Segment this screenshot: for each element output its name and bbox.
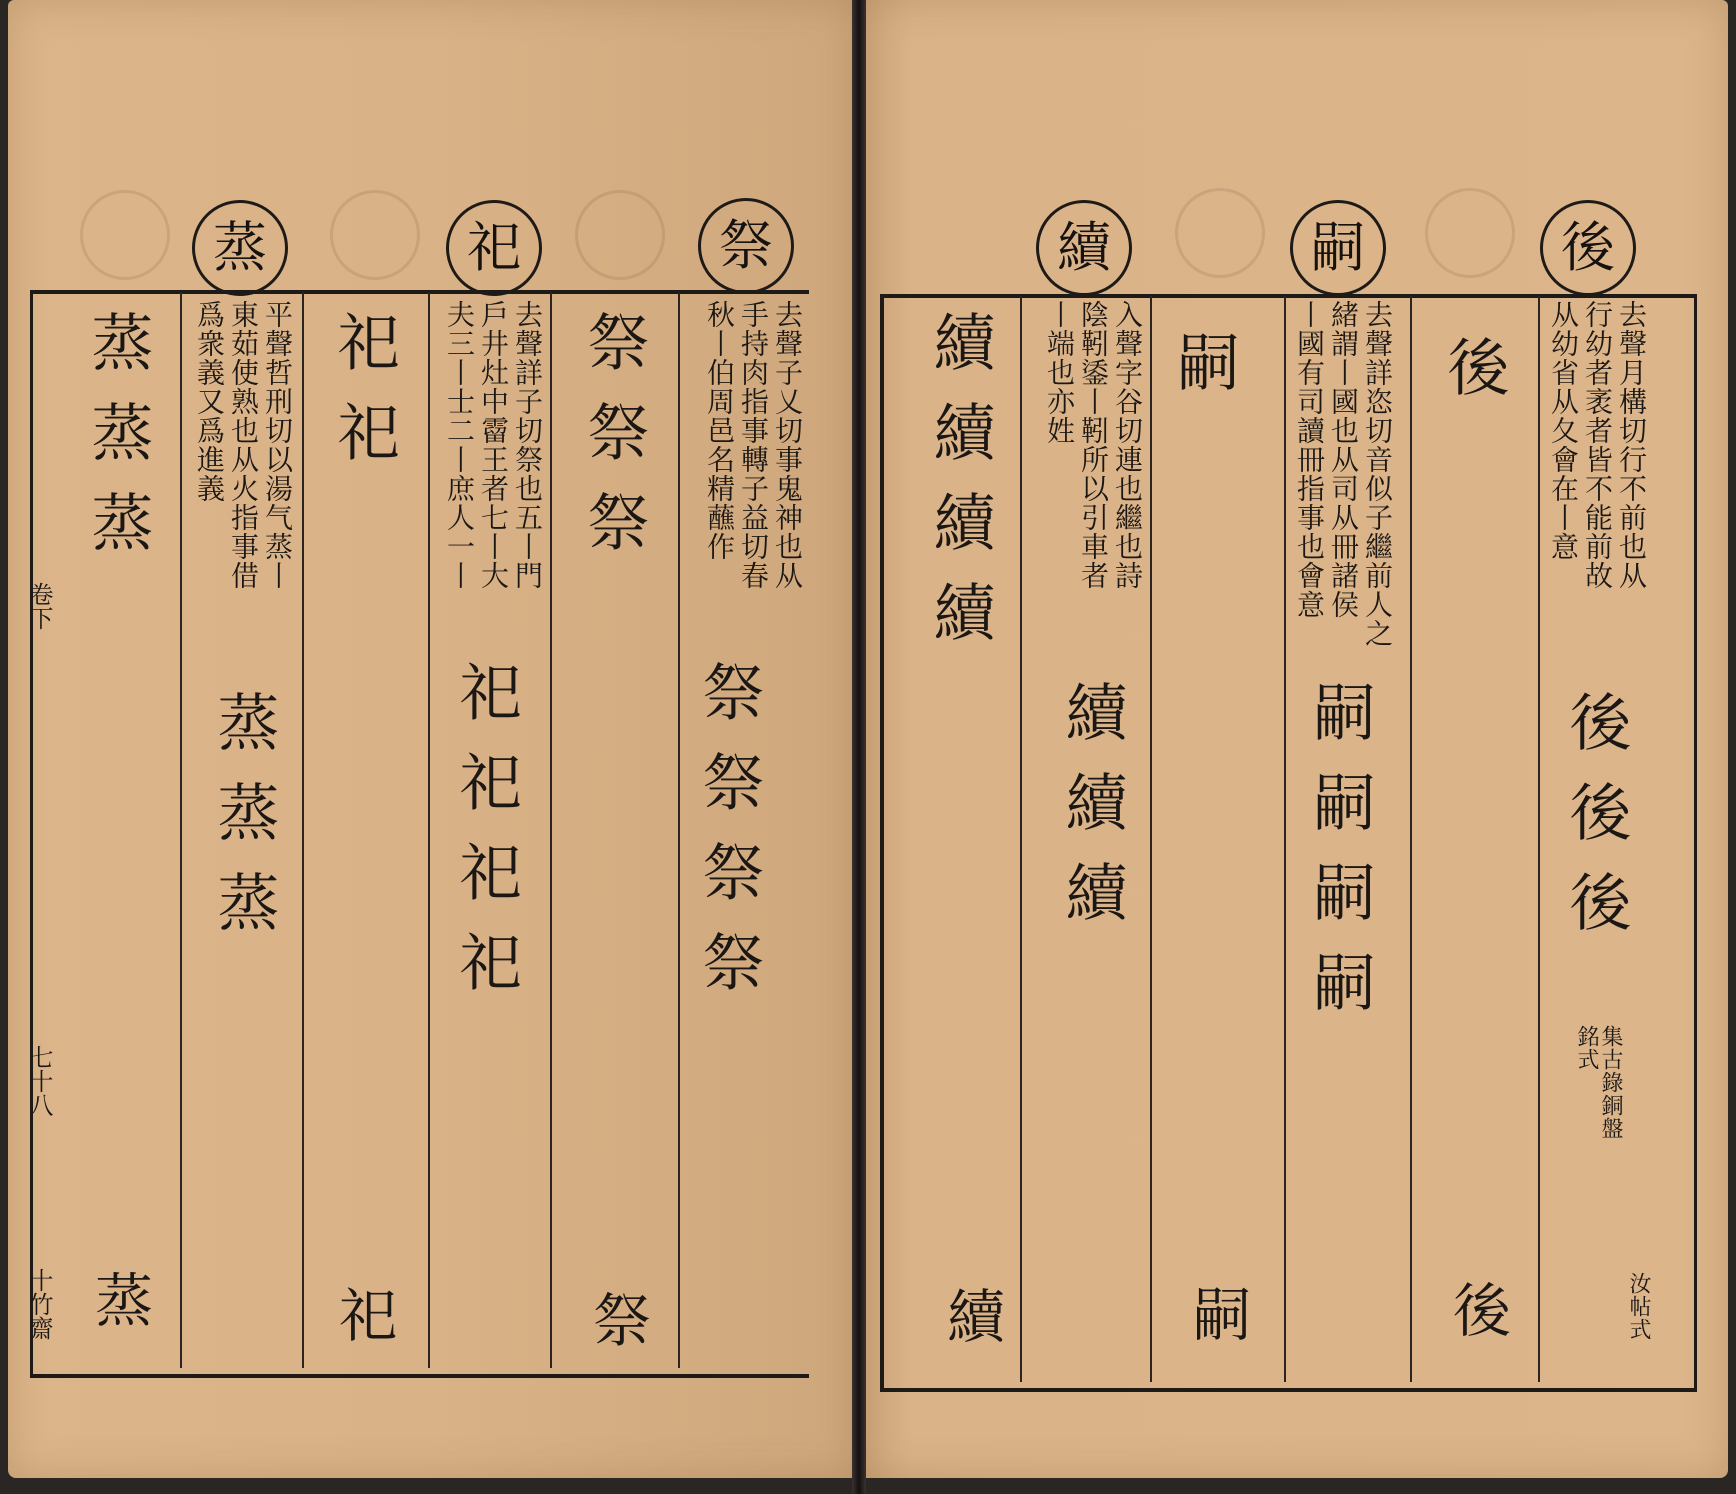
seal-script-column: 後後後 <box>1559 690 1632 960</box>
column-rule <box>1150 296 1152 1382</box>
bleed-through-circle <box>1175 188 1265 278</box>
column-rule <box>678 292 680 1368</box>
column-rule <box>1538 296 1540 1382</box>
annotation-column: 手持肉指事轉子益切春 <box>737 300 770 590</box>
annotation-column: 秋丨伯周邑名精蘸作 <box>703 300 736 561</box>
annotation-column: 丨國有司讀冊指事也會意 <box>1293 300 1326 619</box>
seal-script-column: 祀祀祀祀 <box>449 660 522 1020</box>
seal-script-column: 後 <box>1437 335 1510 425</box>
annotation-column: 爲衆義又爲進義 <box>193 300 226 503</box>
column-rule <box>302 292 304 1368</box>
bottom-seal-char: 蒸 <box>85 1270 153 1358</box>
seal-script-column: 祀祀 <box>327 310 400 490</box>
seal-script-column: 嗣嗣嗣嗣 <box>1303 680 1376 1040</box>
annotation-column: 平聲哲刑切以湯气蒸丨 <box>261 300 294 590</box>
bottom-seal-char: 祭 <box>583 1290 651 1378</box>
seal-script-column: 嗣 <box>1167 330 1240 420</box>
annotation-column: 去聲子乂切事鬼神也从 <box>771 300 804 590</box>
seal-script-column: 蒸蒸蒸 <box>81 310 154 580</box>
annotation-column: 丨端也亦姓 <box>1043 300 1076 445</box>
heading-circle-si: 祀 <box>446 200 542 296</box>
bleed-through-circle <box>575 190 665 280</box>
bleed-through-circle <box>1425 188 1515 278</box>
seal-script-column: 續續續續 <box>923 310 996 670</box>
annotation-column: 去聲詳子切祭也五丨門 <box>511 300 544 590</box>
column-rule <box>1284 296 1286 1382</box>
annotation-column: 夫三丨士二丨庶人一丨 <box>443 300 476 590</box>
heading-circle-zheng: 蒸 <box>192 200 288 296</box>
bottom-seal-char: 祀 <box>329 1285 397 1373</box>
bleed-through-circle <box>330 190 420 280</box>
margin-studio-name: 十竹齋 <box>25 1268 53 1340</box>
bottom-seal-char: 後 <box>1443 1280 1511 1368</box>
seal-script-column: 續續續 <box>1055 680 1128 950</box>
seal-script-column: 蒸蒸蒸 <box>207 690 280 960</box>
column-rule <box>550 292 552 1368</box>
heading-circle-xu: 續 <box>1036 200 1132 296</box>
column-rule <box>1020 296 1022 1382</box>
bleed-through-circle <box>80 190 170 280</box>
margin-page-number: 七十八 <box>25 1045 53 1117</box>
book-gutter <box>852 0 866 1494</box>
annotation-column: 入聲字谷切連也繼也詩 <box>1111 300 1144 590</box>
annotation-column: 去聲月構切行不前也从 <box>1615 300 1648 590</box>
source-note: 汝帖式 <box>1626 1272 1651 1341</box>
bottom-seal-char: 嗣 <box>1183 1284 1251 1372</box>
margin-volume-label: 卷下 <box>25 582 53 630</box>
bottom-seal-char: 續 <box>937 1286 1005 1374</box>
column-rule <box>1410 296 1412 1382</box>
annotation-column: 行幼者袤者皆不能前故 <box>1581 300 1614 590</box>
column-rule <box>180 292 182 1368</box>
heading-circle-si: 嗣 <box>1290 200 1386 296</box>
annotation-column: 東茹使熟也从火指事借 <box>227 300 260 590</box>
annotation-column: 去聲詳恣切音似子繼前人之 <box>1361 300 1394 648</box>
heading-circle-hou: 後 <box>1540 200 1636 296</box>
heading-circle-ji: 祭 <box>698 198 794 294</box>
seal-script-column: 祭祭祭祭 <box>692 660 765 1020</box>
annotation-column: 从幼省从夂會在丨意 <box>1547 300 1580 561</box>
seal-script-column: 祭祭祭 <box>577 310 650 580</box>
annotation-column: 緒謂丨國也从司从冊諸侯 <box>1327 300 1360 619</box>
column-rule <box>428 292 430 1368</box>
source-note: 集古錄銅盤銘式 <box>1574 1025 1623 1140</box>
annotation-column: 戶井灶中霤王者七丨大 <box>477 300 510 590</box>
annotation-column: 陰靷鋈丨靷所以引車者 <box>1077 300 1110 590</box>
